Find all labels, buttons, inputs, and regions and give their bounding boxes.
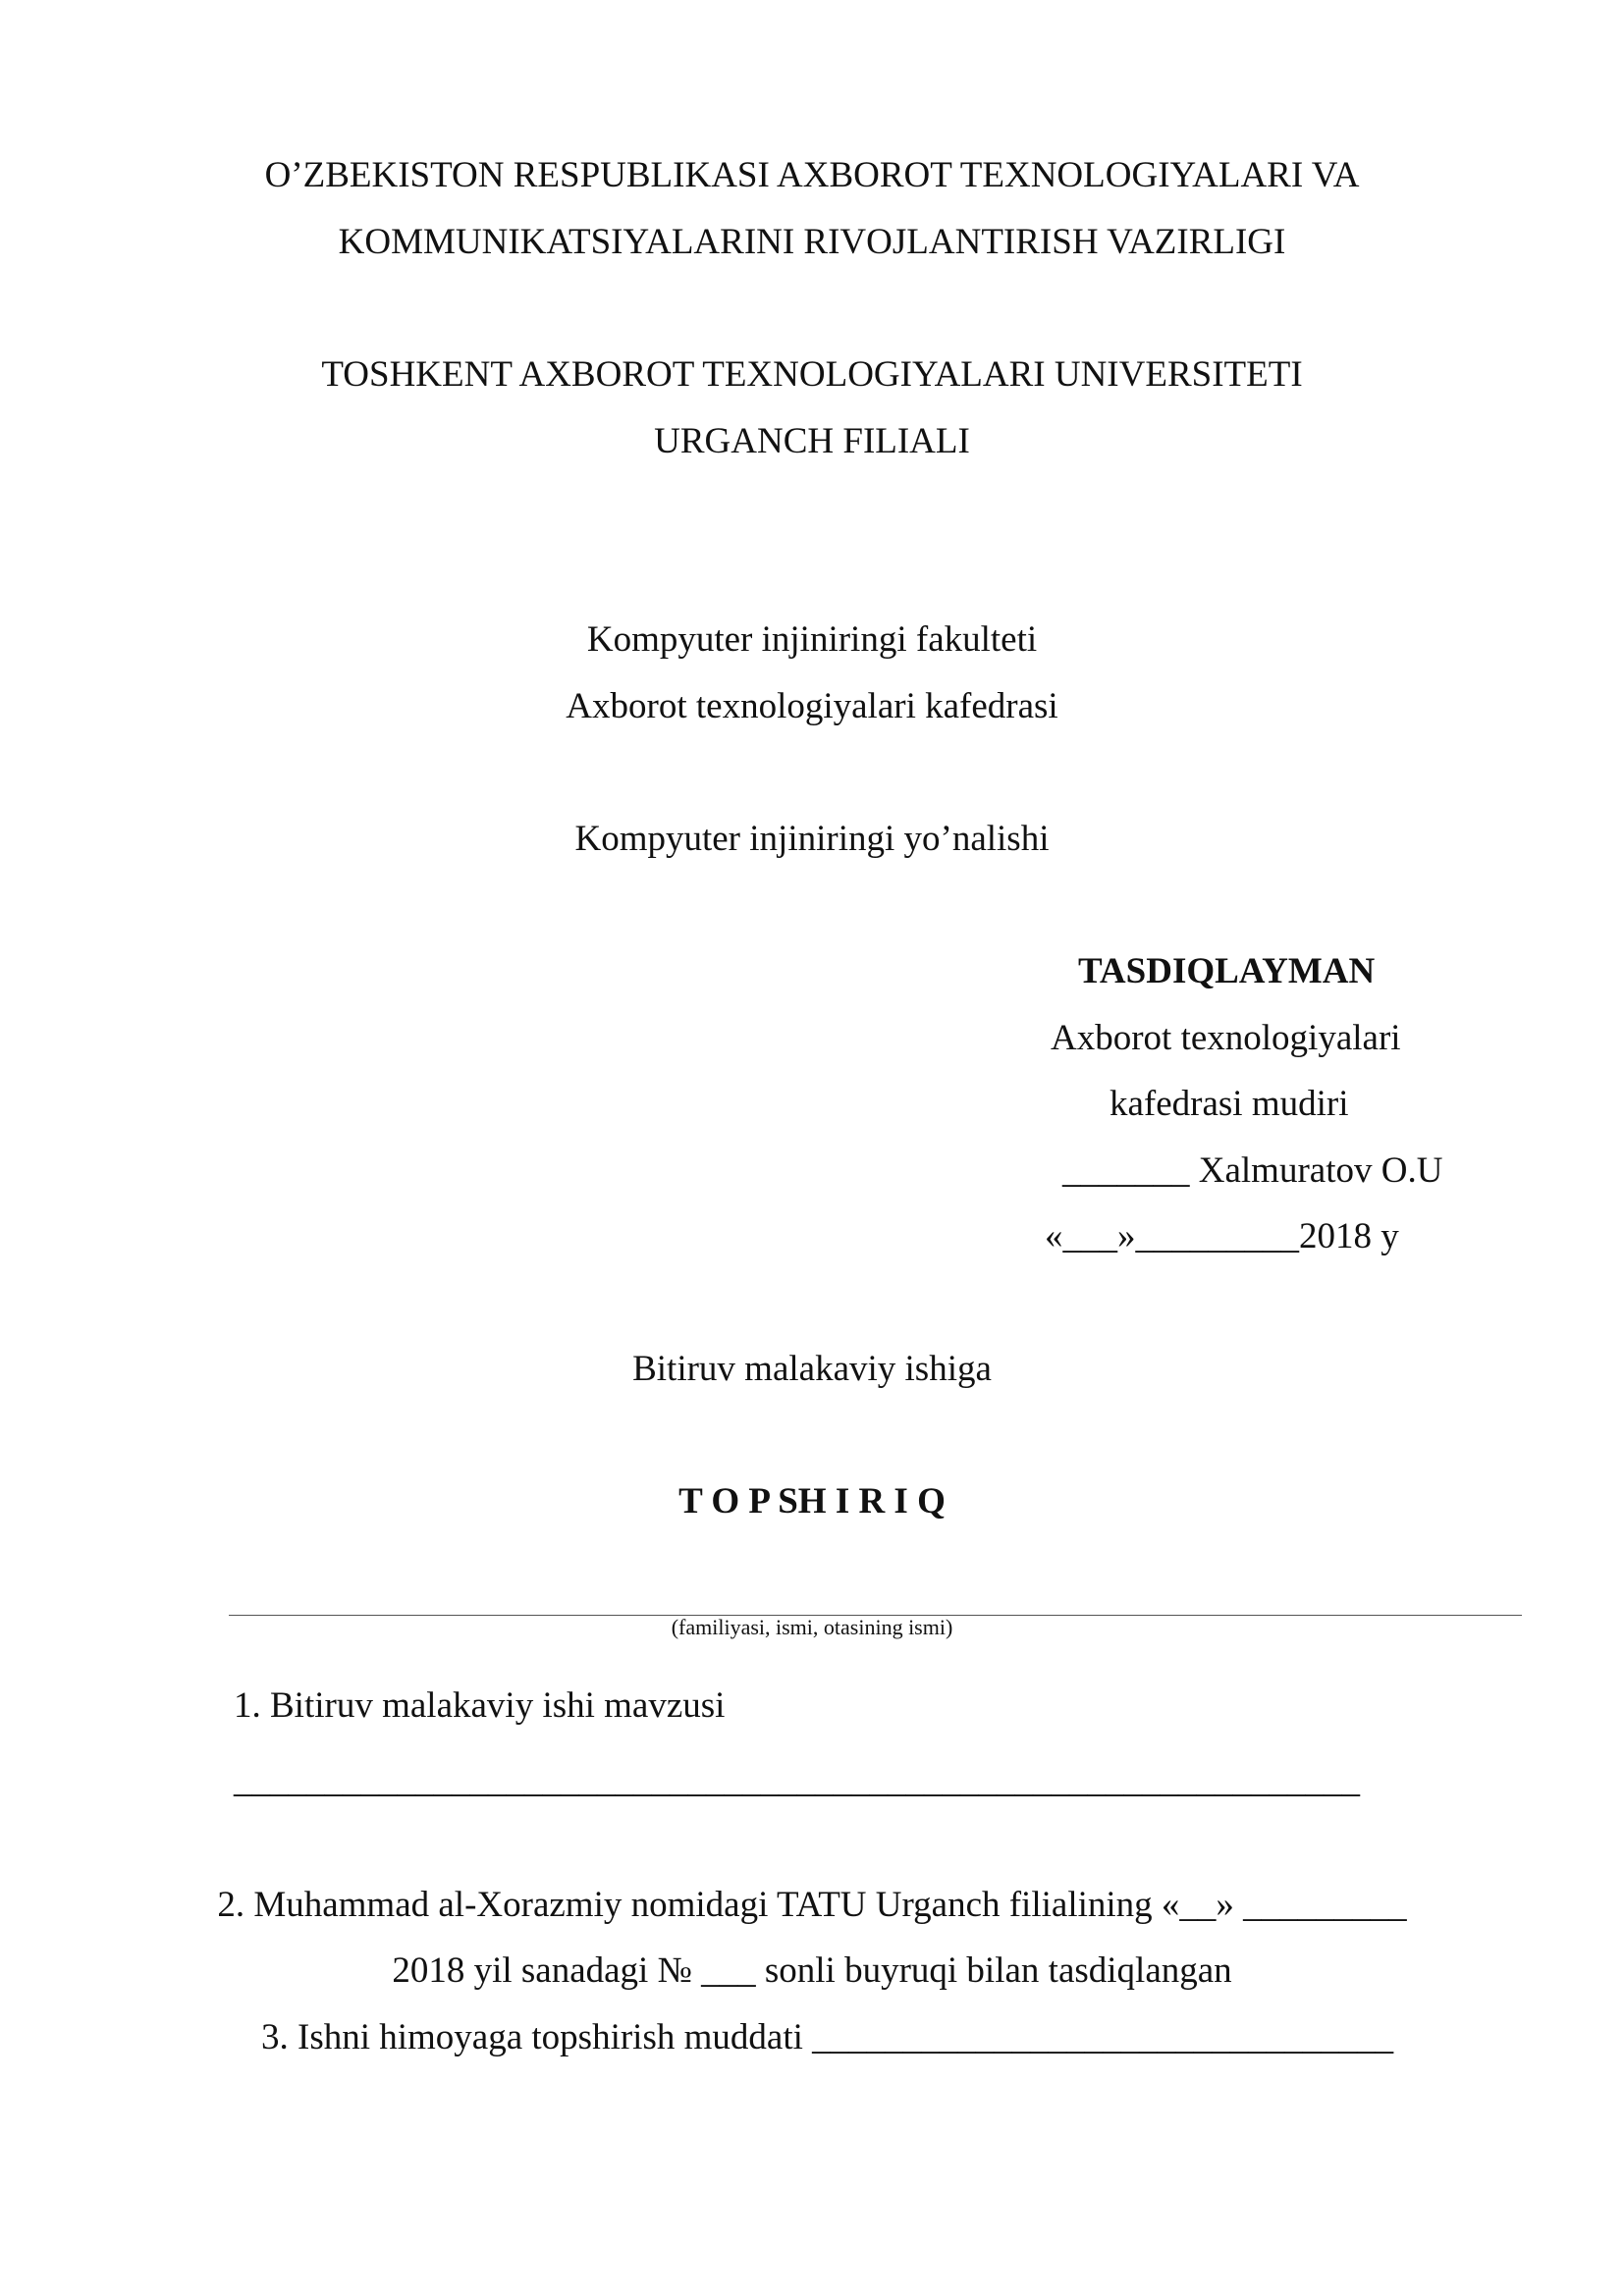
faculty-name: Kompyuter injiniringi fakulteti <box>586 619 1038 660</box>
university-line-2: URGANCH FILIALI <box>654 421 970 461</box>
item-2-line-2: 2018 yil sanadagi № ___ sonli buyruqi bilan tasdiqlangan <box>392 1950 1232 1991</box>
university-line-1: TOSHKENT AXBOROT TEXNOLOGIYALARI UNIVERSITETI <box>321 354 1303 395</box>
item-1-blank: ______________________________________________________________ <box>234 1760 1360 1800</box>
approval-position-line-1: Axborot texnologiyalari <box>1051 1018 1401 1058</box>
approval-position-line-2: kafedrasi mudiri <box>1110 1084 1349 1124</box>
item-2-line-1: 2. Muhammad al-Xorazmiy nomidagi TATU Urganch filialining «__» _________ <box>217 1885 1407 1925</box>
student-name-caption: (familiyasi, ismi, otasining ismi) <box>671 1615 953 1639</box>
item-3-label: 3. Ishni himoyaga topshirish muddati ________________________________ <box>261 2017 1394 2057</box>
ministry-line-1: O’ZBEKISTON RESPUBLIKASI AXBOROT TEXNOLOGIYALARI VA <box>264 155 1360 195</box>
direction-name: Kompyuter injiniringi yo’nalishi <box>574 819 1050 859</box>
approval-title: TASDIQLAYMAN <box>1078 951 1376 991</box>
chair-name: Axborot texnologiyalari kafedrasi <box>566 686 1058 726</box>
ministry-line-2: KOMMUNIKATSIYALARINI RIVOJLANTIRISH VAZIRLIGI <box>338 222 1286 262</box>
approval-signature-line: _______ Xalmuratov O.U <box>1062 1150 1443 1191</box>
item-1-label: 1. Bitiruv malakaviy ishi mavzusi <box>234 1685 726 1726</box>
assignment-title: T O P SH I R I Q <box>678 1481 946 1522</box>
assignment-subtitle: Bitiruv malakaviy ishiga <box>632 1349 992 1389</box>
approval-date-line: «___»_________2018 y <box>1045 1216 1399 1256</box>
